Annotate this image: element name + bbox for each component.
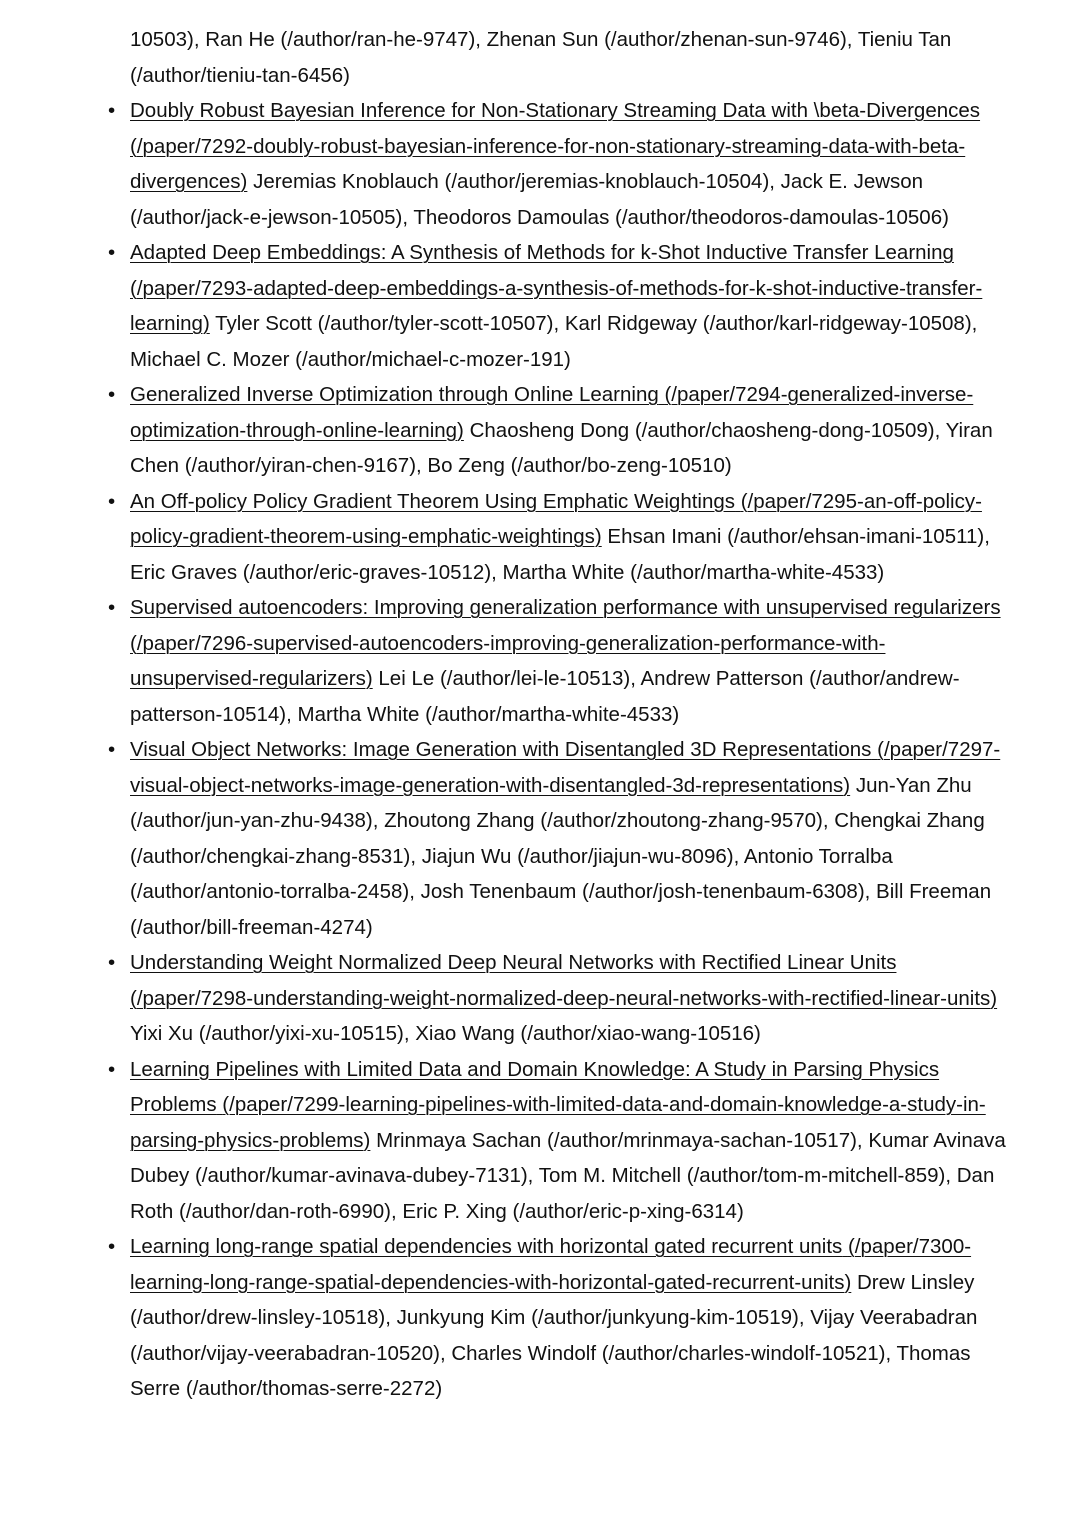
paper-authors: Ehsan Imani (/author/ehsan-imani-10511), Eric Graves (/author/eric-graves-10512), Martha White (/author/martha-white-4533) (130, 525, 990, 584)
paper-link[interactable] (130, 1235, 971, 1294)
list-item (108, 377, 1010, 484)
continued-author-list: 10503), Ran He (/author/ran-he-9747), Zhenan Sun (/author/zhenan-sun-9746), Tieniu Tan (/author/tieniu-tan-6456) (130, 28, 952, 87)
bullet-icon: • (108, 99, 116, 122)
paper-title: Generalized Inverse Optimization through Online Learning (130, 383, 659, 406)
bullet-icon: • (108, 951, 116, 974)
paper-authors: Jeremias Knoblauch (/author/jeremias-knoblauch-10504), Jack E. Jewson (/author/jack-e-jewson-10505), Theodoros Damoulas (/author/theodoros-damoulas-10506) (130, 170, 949, 229)
paper-authors: Mrinmaya Sachan (/author/mrinmaya-sachan-10517), Kumar Avinava Dubey (/author/kumar-avinava-dubey-7131), Tom M. Mitchell (/author/tom-m-mitchell-859), Dan Roth (/author/dan-roth-6990), Eric P. Xing (/author/eric-p-xing-6314) (130, 1128, 1006, 1223)
list-item (108, 484, 1010, 591)
bullet-icon: • (108, 738, 116, 761)
paper-authors: Chaosheng Dong (/author/chaosheng-dong-10509), Yiran Chen (/author/yiran-chen-9167), Bo Zeng (/author/bo-zeng-10510) (130, 418, 993, 477)
paper-title: Adapted Deep Embeddings: A Synthesis of Methods for k-Shot Inductive Transfer Learning (130, 241, 954, 264)
list-item (108, 1229, 1010, 1407)
paper-title: Learning long-range spatial dependencies with horizontal gated recurrent units (130, 1235, 843, 1258)
paper-title: Supervised autoencoders: Improving generalization performance with unsupervised regularizers (130, 596, 1001, 619)
paper-path: (/paper/7293-adapted-deep-embeddings-a-synthesis-of-methods-for-k-shot-inductive-transfer-learning) (130, 276, 983, 335)
paper-title: Doubly Robust Bayesian Inference for Non-Stationary Streaming Data with \beta-Divergences (130, 99, 981, 122)
list-item (108, 1052, 1010, 1230)
paper-title: An Off-policy Policy Gradient Theorem Using Emphatic Weightings (130, 489, 736, 513)
paper-path: (/paper/7299-learning-pipelines-with-limited-data-and-domain-knowledge-a-study-in-parsing-physics-problems) (130, 1093, 986, 1152)
paper-authors: Jun-Yan Zhu (/author/jun-yan-zhu-9438), Zhoutong Zhang (/author/zhoutong-zhang-9570), Chengkai Zhang (/author/chengkai-zhang-8531), Jiajun Wu (/author/jiajun-wu-8096), Antonio Torralba (/author/antonio-torralba-2458), Josh Tenenbaum (/author/josh-tenenbaum-6308), Bill Freeman (/author/bill-freeman-4274) (130, 773, 992, 939)
paper-authors: Tyler Scott (/author/tyler-scott-10507), Karl Ridgeway (/author/karl-ridgeway-10508), Michael C. Mozer (/author/michael-c-mozer-191) (130, 312, 978, 371)
list-item (108, 93, 1010, 235)
paper-path: (/paper/7296-supervised-autoencoders-improving-generalization-performance-with-unsupervised-regularizers) (130, 631, 886, 690)
list-item (108, 732, 1010, 945)
bullet-icon: • (108, 1057, 116, 1081)
list-item (108, 945, 1010, 1052)
paper-title: Understanding Weight Normalized Deep Neural Networks with Rectified Linear Units (130, 951, 897, 974)
paper-title: Visual Object Networks: Image Generation with Disentangled 3D Representations (130, 738, 872, 761)
paper-link[interactable] (130, 951, 997, 1010)
paper-authors: Yixi Xu (/author/yixi-xu-10515), Xiao Wang (/author/xiao-wang-10516) (130, 1022, 761, 1045)
paper-path: (/paper/7300-learning-long-range-spatial-dependencies-with-horizontal-gated-recurrent-units) (130, 1235, 972, 1294)
bullet-icon: • (108, 383, 116, 406)
bullet-icon: • (108, 489, 116, 513)
paper-path: (/paper/7294-generalized-inverse-optimization-through-online-learning) (130, 383, 974, 442)
bullet-icon: • (108, 596, 116, 619)
bullet-icon: • (108, 241, 116, 264)
paper-path: (/paper/7297-visual-object-networks-image-generation-with-disentangled-3d-representations) (130, 738, 1001, 797)
paper-path: (/paper/7298-understanding-weight-normalized-deep-neural-networks-with-rectified-linear-units) (130, 986, 998, 1010)
paper-authors: Drew Linsley (/author/drew-linsley-10518), Junkyung Kim (/author/junkyung-kim-10519), Vijay Veerabadran (/author/vijay-veerabadran-10520), Charles Windolf (/author/charles-windolf-10521), Thomas Serre (/author/thomas-serre-2272) (130, 1270, 978, 1400)
list-item (108, 235, 1010, 377)
paper-list (108, 93, 1010, 1407)
paper-authors: Lei Le (/author/lei-le-10513), Andrew Patterson (/author/andrew-patterson-10514), Martha White (/author/martha-white-4533) (130, 667, 960, 726)
list-item (108, 590, 1010, 732)
paper-path: (/paper/7295-an-off-policy-policy-gradient-theorem-using-emphatic-weightings) (130, 489, 982, 548)
paper-path: (/paper/7292-doubly-robust-bayesian-inference-for-non-stationary-streaming-data-with-beta-divergences) (130, 134, 966, 193)
bullet-icon: • (108, 1235, 116, 1258)
paper-title: Learning Pipelines with Limited Data and Domain Knowledge: A Study in Parsing Physics Problems (130, 1057, 940, 1116)
